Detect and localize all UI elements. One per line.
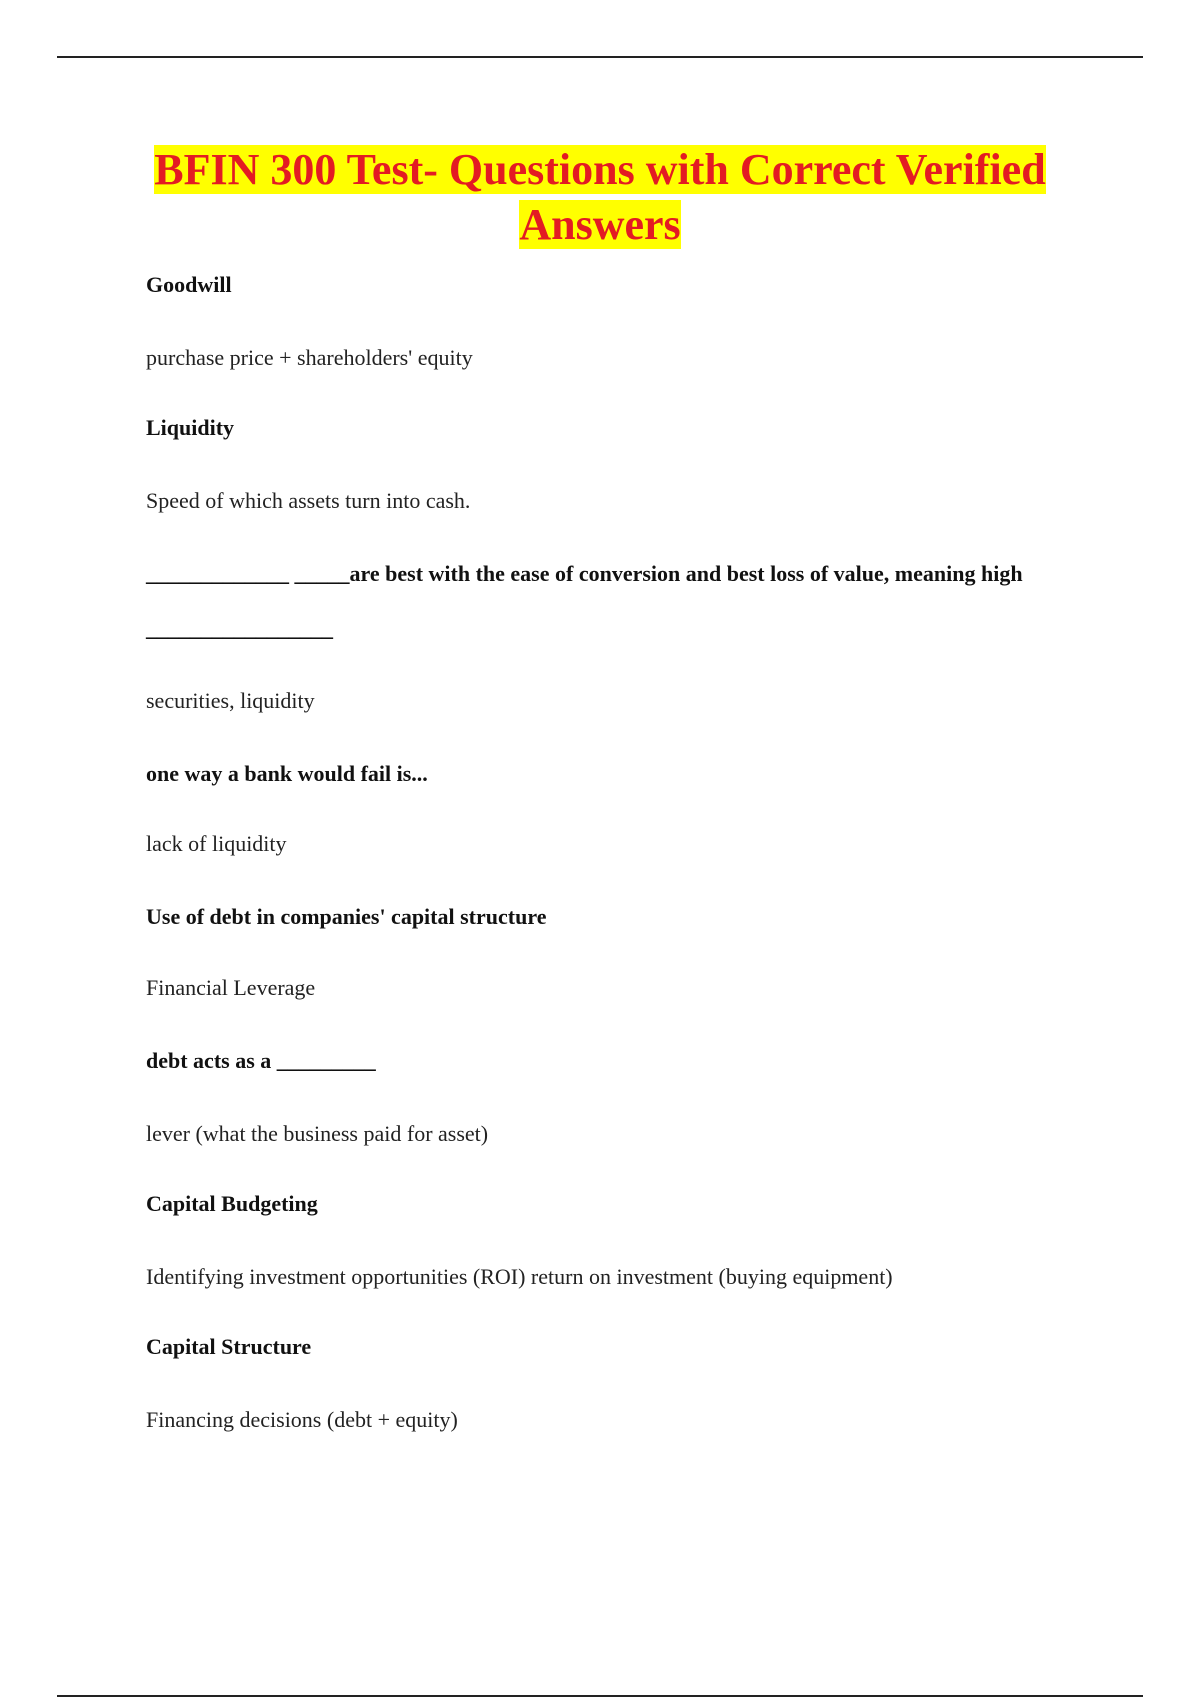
question-3: _____________ _____are best with the ease of conversion and best loss of value, meaning high _________________ (146, 561, 1023, 641)
question-8: Capital Structure (146, 1334, 312, 1359)
answer-8: Financing decisions (debt + equity) (146, 1407, 458, 1432)
answer-6: lever (what the business paid for asset) (146, 1121, 489, 1146)
answer-7: Identifying investment opportunities (ROI) return on investment (buying equipment) (146, 1264, 893, 1289)
bottom-rule (57, 1695, 1143, 1697)
top-rule (57, 56, 1143, 58)
answer-2: Speed of which assets turn into cash. (146, 488, 471, 513)
question-5: Use of debt in companies' capital structure (146, 904, 547, 929)
question-1: Goodwill (146, 272, 232, 297)
question-6: debt acts as a _________ (146, 1048, 376, 1073)
answer-5: Financial Leverage (146, 975, 316, 1000)
answer-4: lack of liquidity (146, 831, 287, 856)
question-4: one way a bank would fail is... (146, 761, 428, 786)
document-title (100, 142, 1100, 252)
answer-3: securities, liquidity (146, 688, 315, 713)
question-7: Capital Budgeting (146, 1191, 318, 1216)
document-title-text: BFIN 300 Test- Questions with Correct Verified Answers (154, 145, 1046, 249)
answer-1: purchase price + shareholders' equity (146, 345, 473, 370)
question-2: Liquidity (146, 415, 235, 440)
